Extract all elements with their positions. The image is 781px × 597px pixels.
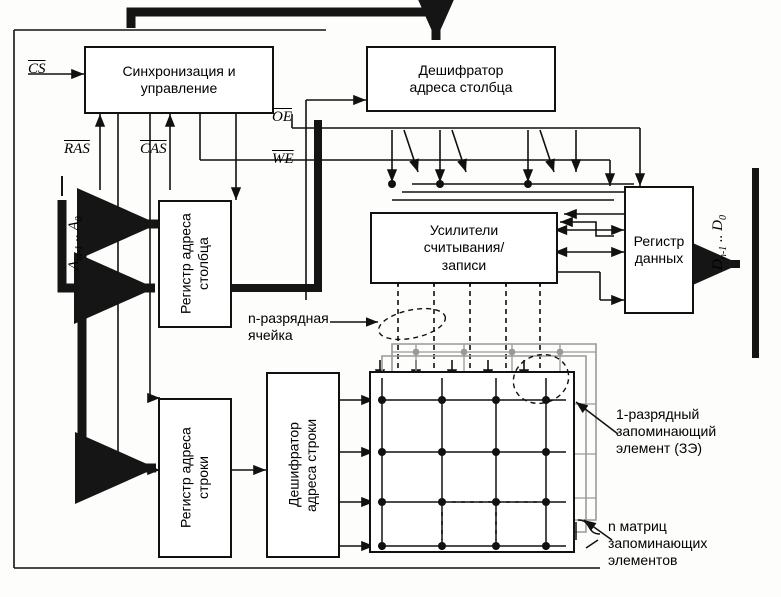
address-bus-sub-low: 0 (74, 216, 85, 222)
block-column-address-register[interactable] (158, 200, 232, 328)
data-bus-sub-high: n-1 (718, 245, 729, 260)
block-row-address-register-label: Регистр адреса строки (177, 427, 211, 529)
data-bus-tail: .. D (710, 219, 726, 246)
annotation-n-bit-cell: n-разрядная ячейка (248, 310, 329, 343)
block-sense-amplifiers[interactable] (370, 212, 558, 284)
block-data-register-label: Регистр данных (633, 232, 685, 266)
address-bus-a: A (66, 260, 82, 270)
data-bus-label (710, 215, 729, 270)
block-data-register[interactable] (624, 186, 694, 314)
block-row-address-register[interactable] (158, 398, 232, 558)
data-bus-sub-low: 0 (718, 214, 729, 220)
address-bus-sub-high: m-1 (74, 245, 85, 261)
block-column-decoder-label: Дешифратор адреса столбца (409, 61, 513, 95)
block-sense-amplifiers-label: Усилители считывания/ записи (423, 221, 505, 273)
block-row-decoder[interactable] (266, 372, 340, 558)
annotation-n-matrices: n матриц запоминающих элементов (608, 518, 708, 568)
block-column-address-register-label: Регистр адреса столбца (177, 213, 211, 315)
block-sync-control[interactable] (84, 46, 274, 114)
block-row-decoder-label: Дешифратор адреса строки (285, 418, 319, 512)
address-bus-label (66, 216, 85, 270)
signal-cas-label: $\overline{CAS}$ (140, 141, 167, 157)
signal-cs-label: $\overline{CS}$ (28, 61, 46, 77)
block-sync-control-label: Синхронизация и управление (122, 62, 236, 96)
annotation-one-bit-element: 1-разрядный запоминающий элемент (ЗЭ) (616, 406, 717, 456)
signal-ras-label: $\overline{RAS}$ (64, 141, 90, 157)
signal-we-label: $\overline{WE}$ (272, 151, 294, 167)
address-bus-tail: .. A (66, 221, 82, 246)
data-bus-d: D (710, 259, 726, 270)
block-column-decoder[interactable] (366, 46, 556, 112)
signal-oe-label: $\overline{OE}$ (272, 109, 292, 125)
